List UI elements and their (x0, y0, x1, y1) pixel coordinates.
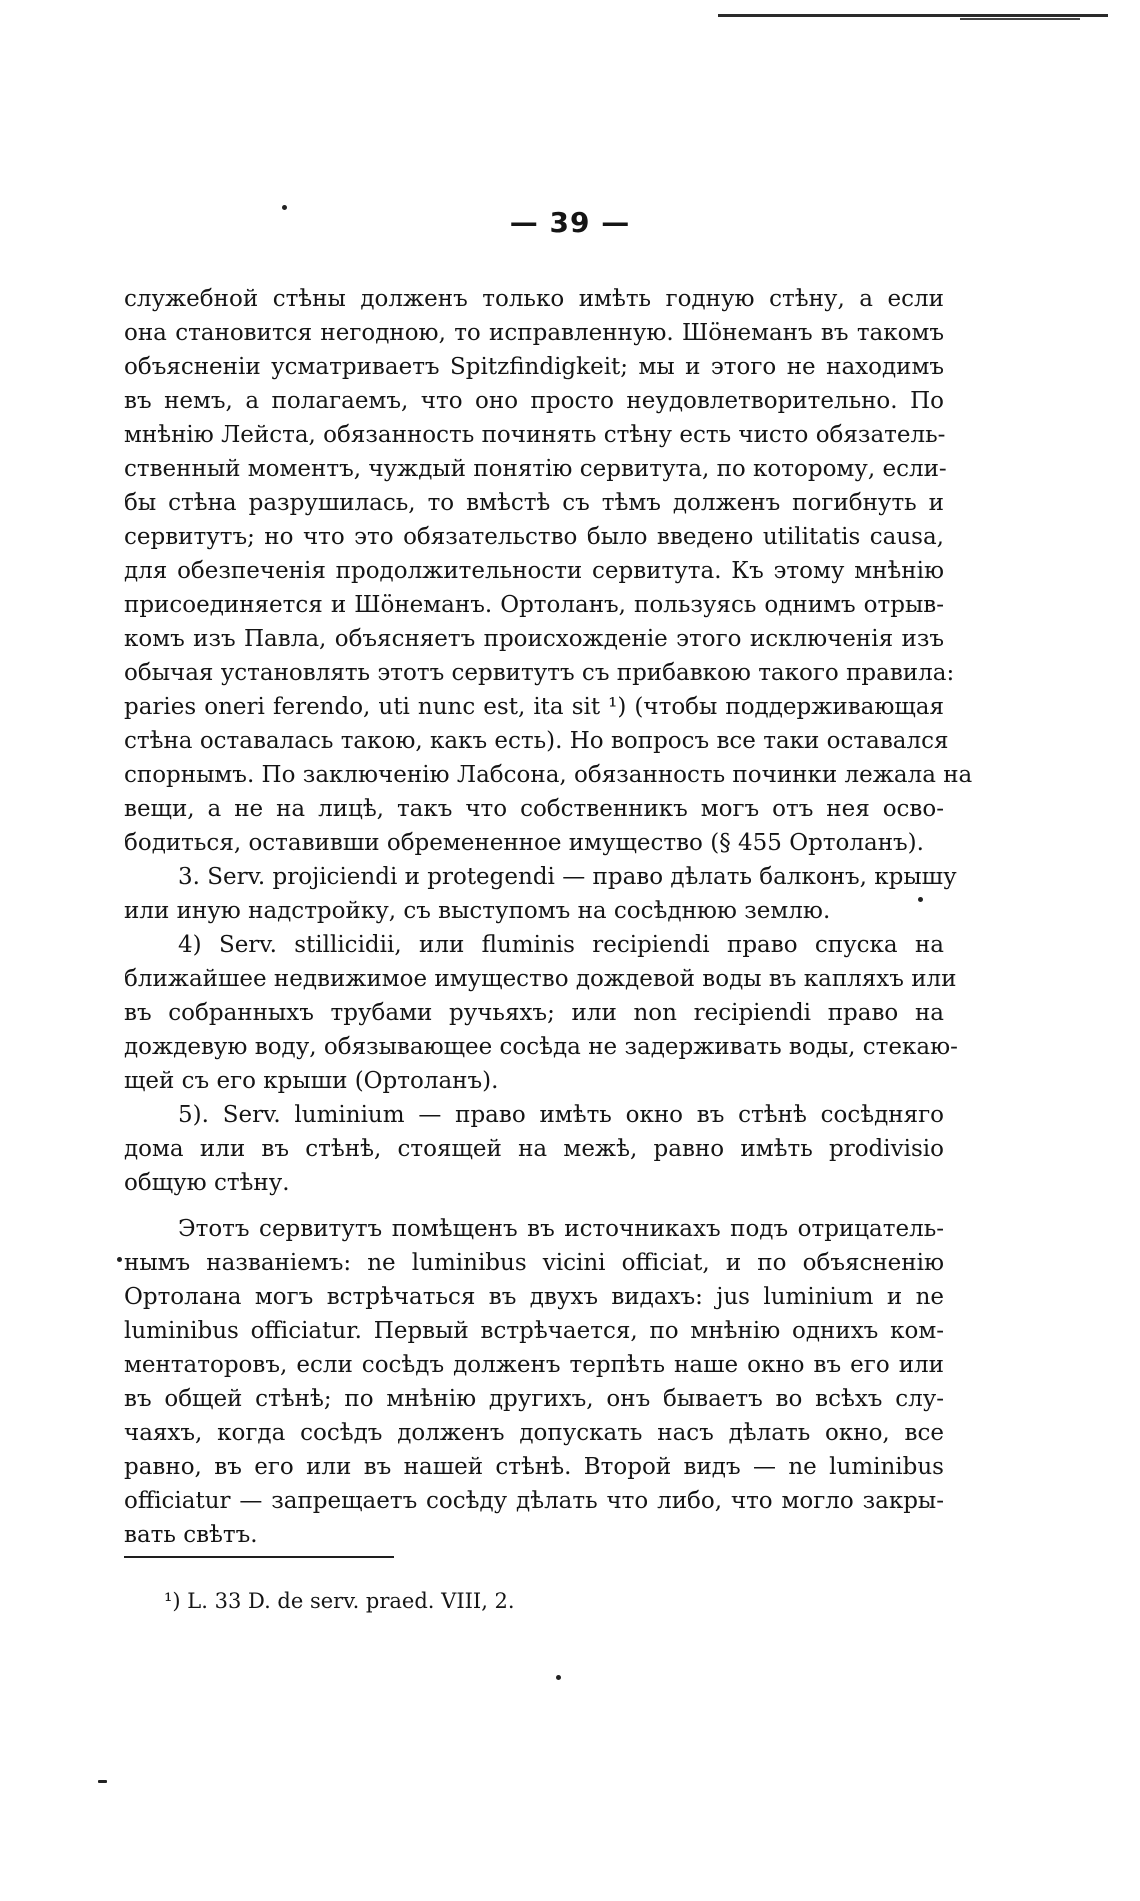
text-line: бы стѣна разрушилась, то вмѣстѣ съ тѣмъ долженъ погибнуть и (124, 490, 944, 516)
ink-speck (98, 1780, 107, 1783)
text-line: служебной стѣны долженъ только имѣть годную стѣну, а если (124, 286, 944, 312)
text-line: чаяхъ, когда сосѣдъ долженъ допускать насъ дѣлать окно, все (124, 1420, 944, 1446)
text-line: мнѣнію Лейста, обязанность починять стѣну есть чисто обязатель- (124, 422, 946, 448)
text-line: ближайшее недвижимое имущество дождевой воды въ капляхъ или (124, 966, 957, 992)
text-line: равно, въ его или въ нашей стѣнѣ. Второй видъ — ne luminibus (124, 1454, 944, 1480)
text-line: обычая установлять этотъ сервитутъ съ прибавкою такого правила: (124, 660, 955, 686)
ink-speck (117, 1257, 122, 1262)
text-line: щей съ его крыши (Ортоланъ). (124, 1068, 499, 1094)
text-line: ментаторовъ, если сосѣдъ долженъ терпѣть наше окно въ его или (124, 1352, 944, 1378)
footnote-separator (124, 1556, 394, 1558)
text-line: объясненіи усматриваетъ Spitzfindigkeit; мы и этого не находимъ (124, 354, 944, 380)
text-line: спорнымъ. По заключенію Лабсона, обязанность починки лежала на (124, 762, 973, 788)
text-line: бодиться, оставивши обремененное имущество (§ 455 Ортоланъ). (124, 830, 924, 856)
top-edge-rule (718, 14, 1108, 17)
text-line: для обезпеченія продолжительности сервитута. Къ этому мнѣнію (124, 558, 944, 584)
text-line: paries oneri ferendo, uti nunc est, ita sit ¹) (чтобы поддерживающая (124, 694, 944, 720)
ink-speck (556, 1675, 561, 1680)
text-line: въ немъ, а полагаемъ, что оно просто неудовлетворительно. По (124, 388, 944, 414)
text-line: сервитутъ; но что это обязательство было введено utilitatis causa, (124, 524, 944, 550)
text-line: комъ изъ Павла, объясняетъ происхожденіе этого исключенія изъ (124, 626, 944, 652)
text-line: вещи, а не на лицѣ, такъ что собственникъ могъ отъ нея осво- (124, 796, 944, 822)
text-line: присоединяется и Шöнеманъ. Ортоланъ, пользуясь однимъ отрыв- (124, 592, 944, 618)
paragraph-gap (124, 1200, 944, 1212)
text-line: общую стѣну. (124, 1170, 290, 1196)
text-line: luminibus officiatur. Первый встрѣчается, по мнѣнію однихъ ком- (124, 1318, 944, 1344)
main-text (124, 282, 973, 1552)
text-line: 3. Serv. projiciendi и protegendi — право дѣлать балконъ, крышу (178, 864, 957, 890)
text-line: въ собранныхъ трубами ручьяхъ; или non recipiendi право на (124, 1000, 944, 1026)
text-line: въ общей стѣнѣ; по мнѣнію другихъ, онъ бываетъ во всѣхъ слу- (124, 1386, 944, 1412)
text-line: ственный моментъ, чуждый понятію сервитута, по которому, если- (124, 456, 947, 482)
text-line: 4) Serv. stillicidii, или fluminis recipiendi право спуска на (178, 932, 944, 958)
text-line: дома или въ стѣнѣ, стоящей на межѣ, равно имѣть prodivisio (124, 1136, 944, 1162)
text-line: вать свѣтъ. (124, 1522, 258, 1548)
text-line: стѣна оставалась такою, какъ есть). Но вопросъ все таки оставался (124, 728, 949, 754)
text-line: или иную надстройку, съ выступомъ на сосѣднюю землю. (124, 898, 831, 924)
footnote: ¹) L. 33 D. de serv. praed. VIII, 2. (164, 1589, 515, 1613)
text-line: дождевую воду, обязывающее сосѣда не задерживать воды, стекаю- (124, 1034, 958, 1060)
text-line: 5). Serv. luminium — право имѣть окно въ стѣнѣ сосѣдняго (178, 1102, 944, 1128)
text-line: она становится негодною, то исправленную. Шöнеманъ въ такомъ (124, 320, 944, 346)
text-line: нымъ названіемъ: ne luminibus vicini officiat, и по объясненію (124, 1250, 944, 1276)
text-line: officiatur — запрещаетъ сосѣду дѣлать что либо, что могло закры- (124, 1488, 944, 1514)
page-number: — 39 — (509, 206, 631, 239)
top-edge-rule-secondary (960, 18, 1080, 20)
text-line: Ортолана могъ встрѣчаться въ двухъ видахъ: jus luminium и ne (124, 1284, 944, 1310)
text-line: Этотъ сервитутъ помѣщенъ въ источникахъ подъ отрицатель- (178, 1216, 944, 1242)
